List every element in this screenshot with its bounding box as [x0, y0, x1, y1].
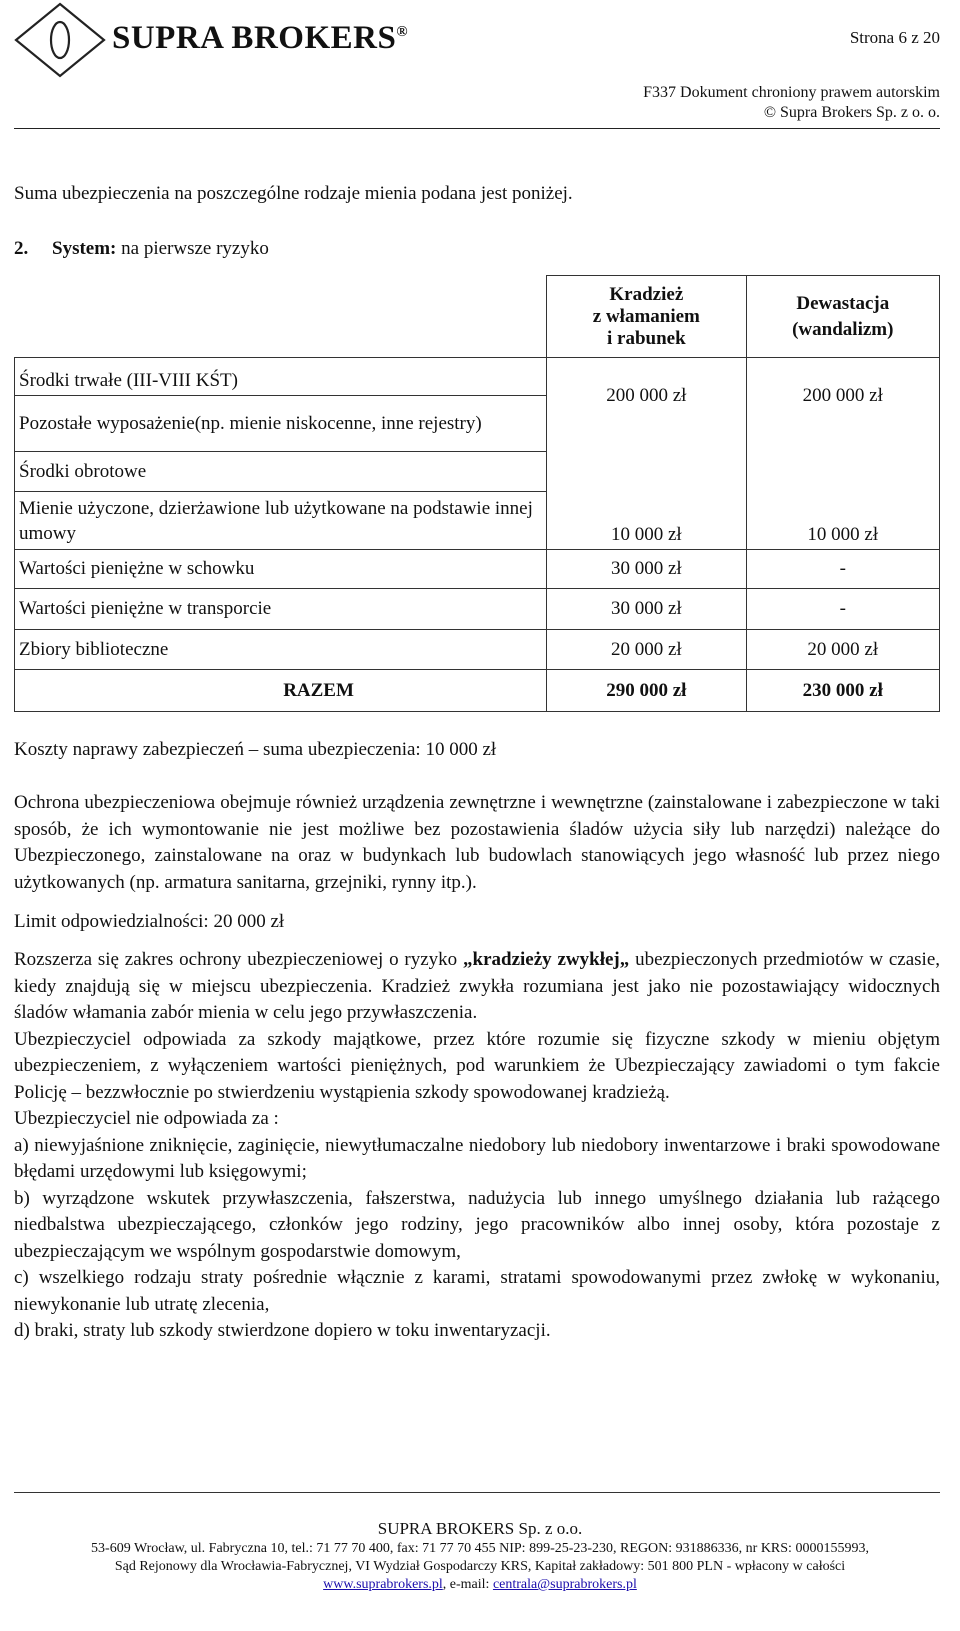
- page-number: Strona 6 z 20: [849, 28, 940, 47]
- document-id: F337 Dokument chroniony prawem autorskim: [643, 84, 940, 101]
- exclusions-intro: Ubezpieczyciel nie odpowiada za :: [14, 1108, 279, 1129]
- cell-value: 30 000 zł: [547, 589, 746, 630]
- page-header: [0, 0, 960, 121]
- footer-contact: www.suprabrokers.pl, e-mail: centrala@suprabrokers.pl: [323, 1577, 637, 1592]
- row-label-other-equipment: Pozostałe wyposażenie(np. mienie niskocenne, inne rejestry): [15, 396, 547, 452]
- exclusion-item: c) wszelkiego rodzaju straty pośrednie włącznie z karami, stratami spowodowanymi przez zwłokę w wykonaniu, niewykonanie lub utratę zlecenia,: [14, 1267, 940, 1315]
- external-devices-paragraph: Ochrona ubezpieczeniowa obejmuje również urządzenia zewnętrzne i wewnętrzne (zainstalowane i zabezpieczone w taki sposób, że ich wymontowanie nie jest możliwe bez pozostawienia śladów użycia siły lub narzędzi) należące do Ubezpieczonego, zainstalowane na oraz w budynkach lub budowlach stanowiących jego własność lub przez niego użytkowanych (np. armatura sanitarna, grzejniki, rynny itp.).: [14, 792, 940, 893]
- website-link[interactable]: www.suprabrokers.pl: [323, 1577, 443, 1592]
- theft-risk-term: „kradzieży zwykłej„: [463, 949, 630, 970]
- copyright-line: © Supra Brokers Sp. z o. o.: [763, 104, 940, 121]
- group-value-burglary: 200 000 zł: [547, 358, 746, 492]
- liability-paragraph: Ubezpieczyciel odpowiada za szkody majątkowe, przez które rozumie się fizyczne szkody w mieniu objętym ubezpieczeniem, z wyłączeniem wartości pieniężnych, pod warunkiem że Ubezpieczający zawiadomi o tym fakcie Policję – bezzwłocznie po stwierdzeniu wystąpienia szkody spowodowanej kradzieżą.: [14, 1028, 940, 1103]
- email-link[interactable]: centrala@suprabrokers.pl: [492, 1577, 637, 1592]
- brand-name: SUPRA BROKERS®: [112, 20, 409, 56]
- cell-value: 20 000 zł: [746, 630, 939, 670]
- system-number: 2.: [14, 238, 29, 259]
- footer-court: Sąd Rejonowy dla Wrocławia-Fabrycznej, VI Wydział Gospodarczy KRS, Kapitał zakładowy: 501 800 PLN - wpłacony w całości: [114, 1559, 846, 1574]
- table-row: [15, 550, 940, 589]
- cell-value: -: [746, 550, 939, 589]
- loaned-value-burglary: 10 000 zł: [547, 492, 746, 550]
- row-label-library: Zbiory biblioteczne: [15, 630, 547, 670]
- document-body: [14, 182, 940, 1345]
- row-label-current-assets: Środki obrotowe: [15, 452, 547, 492]
- header-divider: [14, 128, 940, 129]
- registered-mark: ®: [396, 24, 409, 40]
- coverage-table: [14, 275, 940, 712]
- cell-value: -: [746, 589, 939, 630]
- exclusion-item: a) niewyjaśnione zniknięcie, zaginięcie, niewytłumaczalne niedobory lub niedobory inwentarzowe i braki spowodowane błędami urzędowymi lub księgowymi;: [14, 1134, 940, 1182]
- footer-address: 53-609 Wrocław, ul. Fabryczna 10, tel.: 71 77 70 400, fax: 71 77 70 455 NIP: 899-25-23-230, REGON: 931886336, nr KRS: 0000155993,: [91, 1541, 869, 1556]
- footer-divider: [14, 1492, 940, 1493]
- system-line: [14, 237, 940, 261]
- col-header-vandalism: Dewastacja (wandalizm): [746, 276, 939, 358]
- total-row: [15, 670, 940, 712]
- table-row: [15, 630, 940, 670]
- logo-icon: [14, 2, 106, 78]
- group-value-vandalism: 200 000 zł: [746, 358, 939, 492]
- intro-text: Suma ubezpieczenia na poszczególne rodzaje mienia podana jest poniżej.: [14, 183, 573, 204]
- row-label-loaned-property: Mienie użyczone, dzierżawione lub użytkowane na podstawie innej umowy: [15, 492, 547, 550]
- row-label-cash-safe: Wartości pieniężne w schowku: [15, 550, 547, 589]
- cell-value: 30 000 zł: [547, 550, 746, 589]
- table-row: [15, 589, 940, 630]
- row-label-cash-transport: Wartości pieniężne w transporcie: [15, 589, 547, 630]
- table-corner: [15, 276, 547, 358]
- total-burglary: 290 000 zł: [547, 670, 746, 712]
- col-header-burglary: Kradzież z włamaniem i rabunek: [547, 276, 746, 358]
- exclusion-item: d) braki, straty lub szkody stwierdzone dopiero w toku inwentaryzacji.: [14, 1320, 551, 1341]
- page-footer: [0, 1518, 960, 1594]
- footer-company: SUPRA BROKERS Sp. z o.o.: [377, 1519, 583, 1538]
- loaned-value-vandalism: 10 000 zł: [746, 492, 939, 550]
- exclusion-item: b) wyrządzone wskutek przywłaszczenia, fałszerstwa, nadużycia lub innego umyślnego działania lub rażącego niedbalstwa ubezpieczającego, członków jego rodziny, jego pracowników albo innej osoby, która pozostaje z ubezpieczającym we wspólnym gospodarstwie domowym,: [14, 1187, 940, 1262]
- row-label-fixed-assets: Środki trwałe (III-VIII KŚT): [15, 358, 547, 396]
- system-label: System:: [52, 238, 117, 259]
- total-label: RAZEM: [15, 670, 547, 712]
- total-vandalism: 230 000 zł: [746, 670, 939, 712]
- limit-text: Limit odpowiedzialności: 20 000 zł: [14, 911, 285, 932]
- extension-paragraph: Rozszerza się zakres ochrony ubezpieczeniowej o ryzyko „kradzieży zwykłej„ ubezpieczonych przedmiotów w czasie, kiedy znajdują się w miejscu ubezpieczenia. Kradzież zwykła rozumiana jest jako nie pozostawiający widocznych śladów włamania zabór mienia w celu jego przywłaszczenia.: [14, 949, 941, 1023]
- cell-value: 20 000 zł: [547, 630, 746, 670]
- system-text: na pierwsze ryzyko: [116, 238, 269, 259]
- repair-costs-text: Koszty naprawy zabezpieczeń – suma ubezpieczenia: 10 000 zł: [14, 739, 497, 760]
